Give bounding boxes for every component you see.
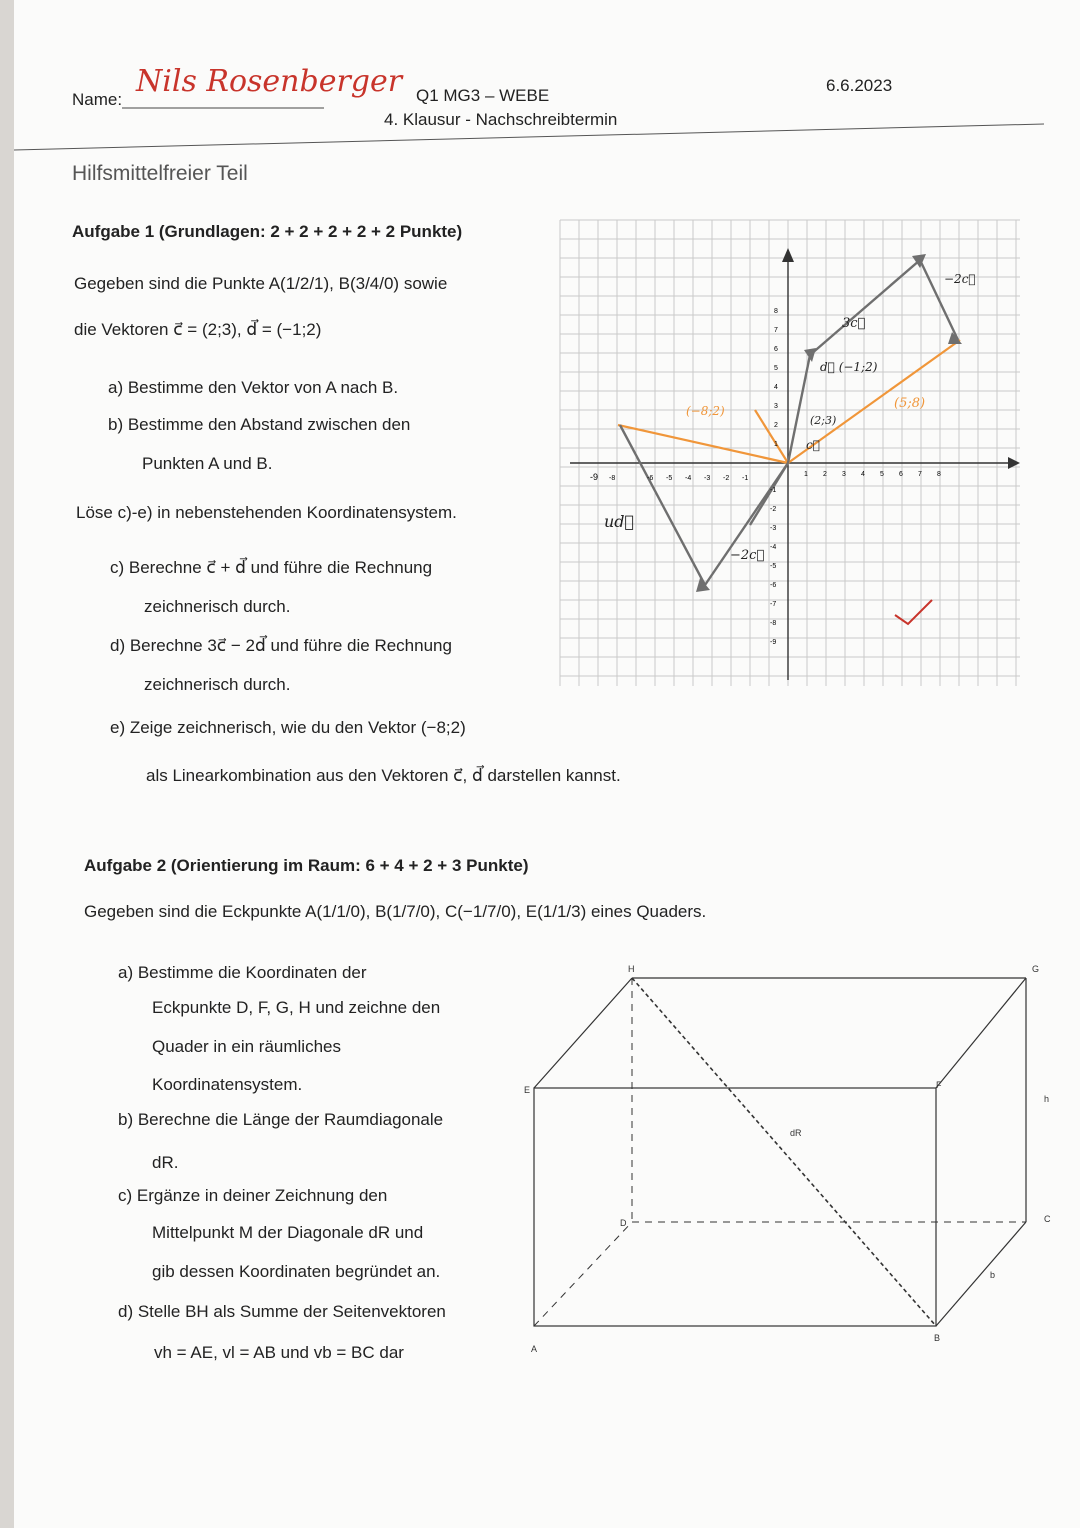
- task2-c-2: Mittelpunkt M der Diagonale dR und: [152, 1223, 424, 1242]
- task2-b-2: dR.: [152, 1153, 179, 1172]
- svg-text:3: 3: [842, 471, 846, 478]
- label-h: h: [1044, 1094, 1050, 1104]
- svg-text:8: 8: [774, 308, 778, 315]
- annot-c: c⃗: [806, 438, 820, 452]
- svg-text:8: 8: [937, 471, 941, 478]
- task2-given: Gegeben sind die Eckpunkte A(1/1/0), B(1/7/0), C(−1/7/0), E(1/1/3) eines Quaders.: [84, 902, 707, 921]
- svg-text:2: 2: [823, 471, 827, 478]
- cuboid-drawing: [14, 0, 1080, 1528]
- svg-text:-5: -5: [666, 475, 673, 482]
- svg-text:-5: -5: [770, 563, 777, 570]
- label-dR: dR: [790, 1128, 802, 1138]
- svg-text:-8: -8: [770, 620, 777, 627]
- annot-d-label: d⃗ (−1;2): [820, 360, 878, 374]
- task1-e-2: als Linearkombination aus den Vektoren c⃗, d⃗ darstellen kannst.: [146, 766, 621, 785]
- task1-c-1: c) Berechne c⃗ + d⃗ und führe die Rechnung: [110, 558, 433, 577]
- label-G: G: [1032, 964, 1040, 974]
- task1-c-2: zeichnerisch durch.: [144, 597, 291, 616]
- svg-text:-4: -4: [685, 475, 692, 482]
- task2-a-2: Eckpunkte D, F, G, H und zeichne den: [152, 998, 441, 1017]
- svg-text:3: 3: [774, 403, 778, 410]
- svg-text:2: 2: [774, 422, 778, 429]
- label-E: E: [524, 1085, 531, 1095]
- annot-c-label: (2;3): [810, 414, 837, 427]
- svg-text:-8: -8: [609, 475, 616, 482]
- task2-d-1: d) Stelle BH als Summe der Seitenvektoren: [118, 1302, 446, 1321]
- student-name: Nils Rosenberger: [136, 64, 403, 99]
- task2-c-3: gib dessen Koordinaten begründet an.: [152, 1262, 441, 1281]
- task1-given-1: Gegeben sind die Punkte A(1/2/1), B(3/4/0) sowie: [74, 274, 448, 293]
- svg-text:-2: -2: [723, 475, 730, 482]
- task2-c-1: c) Ergänze in deiner Zeichnung den: [118, 1186, 388, 1205]
- exam-sheet: [14, 0, 1080, 1528]
- svg-text:-1: -1: [770, 487, 777, 494]
- task2-a-1: a) Bestimme die Koordinaten der: [118, 963, 367, 982]
- svg-text:6: 6: [899, 471, 903, 478]
- svg-text:4: 4: [861, 471, 865, 478]
- task1-b-1: b) Bestimme den Abstand zwischen den: [108, 415, 411, 434]
- svg-text:1: 1: [774, 441, 778, 448]
- svg-text:1: 1: [804, 471, 808, 478]
- label-H: H: [628, 964, 635, 974]
- label-C: C: [1044, 1214, 1051, 1224]
- label-A: A: [531, 1344, 538, 1354]
- svg-text:5: 5: [774, 365, 778, 372]
- svg-text:-3: -3: [704, 475, 711, 482]
- svg-text:-1: -1: [742, 475, 749, 482]
- task2-title: Aufgabe 2 (Orientierung im Raum: 6 + 4 + 2 + 3 Punkte): [84, 856, 529, 875]
- exam-label: 4. Klausur - Nachschreibtermin: [384, 110, 618, 129]
- task2-b-1: b) Berechne die Länge der Raumdiagonale: [118, 1110, 444, 1129]
- course-label: Q1 MG3 – WEBE: [416, 86, 550, 105]
- annot-orange-2: (5;8): [894, 396, 926, 411]
- annot-3c: 3c⃗: [842, 316, 866, 331]
- label-B: B: [934, 1333, 941, 1343]
- label-F: F: [936, 1080, 942, 1090]
- svg-text:4: 4: [774, 384, 778, 391]
- task1-b-2: Punkten A und B.: [142, 454, 273, 473]
- annot-neg2c-upper: −2c⃗: [944, 272, 976, 286]
- section-title: Hilfsmittelfreier Teil: [72, 162, 248, 185]
- svg-text:-2: -2: [770, 506, 777, 513]
- task2-a-3: Quader in ein räumliches: [152, 1037, 341, 1056]
- annot-orange-1: (−8;2): [686, 404, 725, 418]
- task1-title: Aufgabe 1 (Grundlagen: 2 + 2 + 2 + 2 + 2 Punkte): [72, 222, 463, 241]
- label-b: b: [990, 1270, 996, 1280]
- name-label: Name:: [72, 90, 123, 109]
- svg-text:7: 7: [918, 471, 922, 478]
- svg-text:-3: -3: [770, 525, 777, 532]
- svg-text:5: 5: [880, 471, 884, 478]
- task1-given-2: die Vektoren c⃗ = (2;3), d⃗ = (−1;2): [74, 320, 322, 339]
- date-label: 6.6.2023: [826, 76, 893, 95]
- task2-a-4: Koordinatensystem.: [152, 1075, 303, 1094]
- space-diagonal: [632, 978, 936, 1326]
- svg-text:-6: -6: [770, 582, 777, 589]
- label-D: D: [620, 1218, 627, 1228]
- svg-text:-9: -9: [770, 639, 777, 646]
- svg-text:6: 6: [774, 346, 778, 353]
- svg-text:-6: -6: [647, 475, 654, 482]
- svg-text:-4: -4: [770, 544, 777, 551]
- task1-a: a) Bestimme den Vektor von A nach B.: [108, 378, 399, 397]
- annot-ud: ud⃗: [604, 512, 635, 531]
- task1-d-1: d) Berechne 3c⃗ − 2d⃗ und führe die Rechnung: [110, 636, 452, 655]
- annot-neg2c-lower: −2c⃗: [730, 548, 765, 563]
- task1-d-2: zeichnerisch durch.: [144, 675, 291, 694]
- svg-text:-7: -7: [770, 601, 777, 608]
- svg-text:-9: -9: [590, 472, 599, 482]
- task1-instruction: Löse c)-e) in nebenstehenden Koordinatensystem.: [76, 503, 457, 522]
- task1-e-1: e) Zeige zeichnerisch, wie du den Vektor (−8;2): [110, 718, 466, 737]
- task2-d-2: vh = AE, vl = AB und vb = BC dar: [154, 1343, 404, 1362]
- svg-text:7: 7: [774, 327, 778, 334]
